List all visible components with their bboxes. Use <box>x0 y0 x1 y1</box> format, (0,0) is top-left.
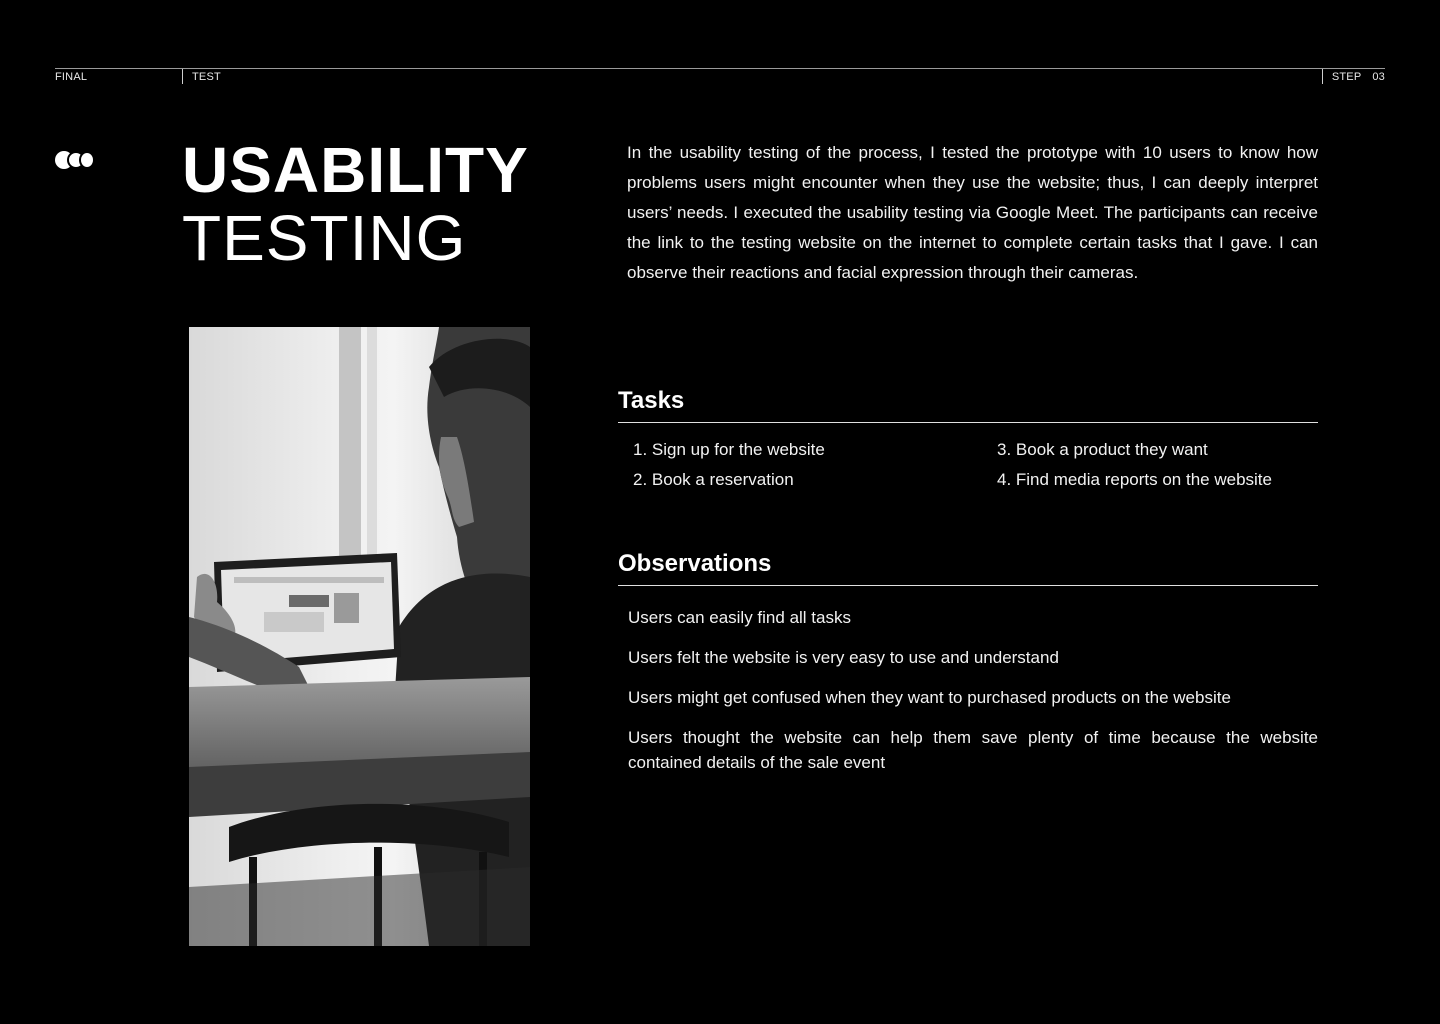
list-item: Users might get confused when they want to purchased products on the website <box>628 688 1231 707</box>
header-step <box>1322 69 1385 84</box>
header-middle-label: TEST <box>182 69 221 84</box>
user-testing-photo <box>189 327 530 946</box>
page-title-line2: TESTING <box>182 202 467 274</box>
list-item: Users can easily find all tasks <box>628 608 851 627</box>
page-title-line1: USABILITY <box>182 134 529 206</box>
page-title <box>182 134 529 274</box>
list-item: 3. Book a product they want <box>997 440 1208 459</box>
header-step-number: 03 <box>1372 71 1385 83</box>
observations-list <box>628 605 1318 790</box>
observations-heading: Observations <box>618 550 1318 586</box>
header-left-label: FINAL <box>55 71 88 83</box>
list-item: 2. Book a reservation <box>633 470 794 489</box>
tasks-heading: Tasks <box>618 387 1318 423</box>
list-item: Users thought the website can help them save plenty of time because the website contained details of the sale event <box>628 728 1318 772</box>
header-step-label: STEP <box>1331 71 1362 83</box>
logo-dots-icon <box>55 150 97 170</box>
list-item: 4. Find media reports on the website <box>997 470 1272 489</box>
intro-paragraph: In the usability testing of the process, I tested the prototype with 10 users to know how problems users might encounter when they use the website; thus, I can deeply interpret users’ needs. I executed the usability testing via Google Meet. The participants can receive the link to the testing website on the internet to complete certain tasks that I gave. I can observe their reactions and facial expression through their cameras. <box>627 143 1318 282</box>
list-item: 1. Sign up for the website <box>633 440 825 459</box>
list-item: Users felt the website is very easy to use and understand <box>628 648 1059 667</box>
header-bar <box>55 68 1385 84</box>
